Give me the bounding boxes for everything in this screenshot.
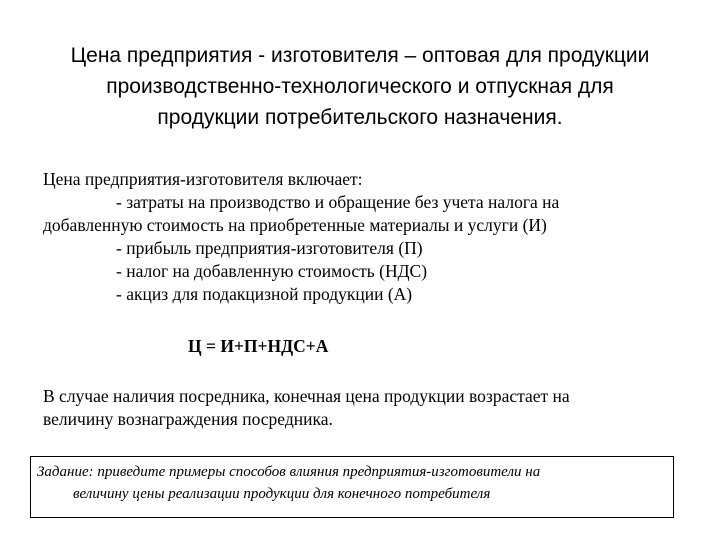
intermediary-note: [43, 385, 683, 431]
intermediary-note-line-2: величину вознаграждения посредника.: [43, 409, 333, 429]
title-line-3: продукции потребительского назначения.: [157, 106, 563, 129]
intermediary-note-line-1: В случае наличия посредника, конечная цена продукции возрастает на: [43, 386, 570, 406]
components-heading: Цена предприятия-изготовителя включает:: [43, 169, 363, 189]
component-profit: - прибыль предприятия-изготовителя (П): [116, 238, 423, 258]
task-line-2: величину цены реализации продукции для конечного потребителя: [73, 486, 491, 502]
component-excise: - акциз для подакцизной продукции (А): [116, 284, 413, 304]
component-costs: - затраты на производство и обращение без учета налога на: [116, 192, 560, 212]
component-vat: - налог на добавленную стоимость (НДС): [116, 261, 428, 281]
slide-title: [20, 40, 700, 133]
title-line-2: производственно-технологического и отпускная для: [106, 75, 614, 98]
task-box: [30, 456, 674, 518]
title-line-1: Цена предприятия - изготовителя – оптовая для продукции: [70, 44, 650, 67]
component-costs-continued: добавленную стоимость на приобретенные материалы и услуги (И): [43, 215, 547, 235]
task-line-1: Задание: приведите примеры способов влияния предприятия-изготовители на: [37, 464, 541, 480]
price-formula: Ц = И+П+НДС+А: [188, 336, 329, 356]
price-components-block: [43, 168, 683, 306]
